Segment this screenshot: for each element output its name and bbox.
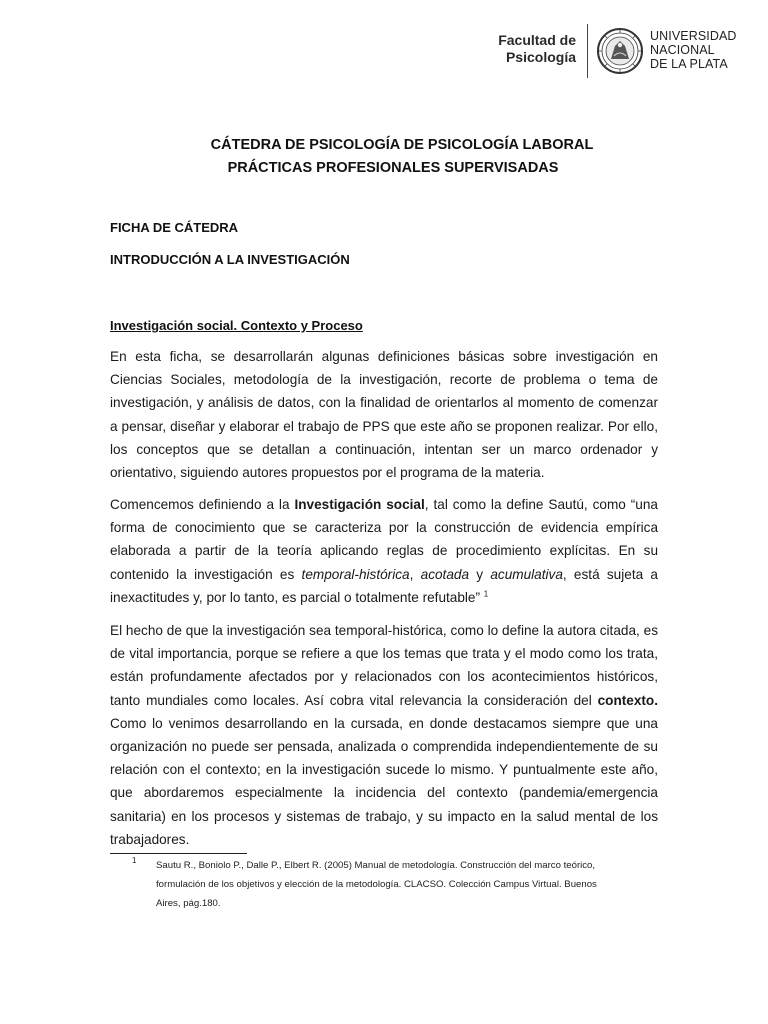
intro-heading: INTRODUCCIÓN A LA INVESTIGACIÓN xyxy=(110,252,350,267)
p3-term-contexto: contexto. xyxy=(597,692,658,708)
paragraph-3 xyxy=(110,619,658,851)
p2-term-temporal-historica: temporal-histórica xyxy=(301,566,410,582)
p2-term-acotada: acotada xyxy=(420,566,470,582)
document-title-line-1: CÁTEDRA DE PSICOLOGÍA DE PSICOLOGÍA LABORAL xyxy=(210,137,594,153)
university-line-1: UNIVERSIDAD xyxy=(650,29,737,43)
footnote-reference: 1 xyxy=(483,589,489,599)
p3-text-a: El hecho de que la investigación sea temporal-histórica, como lo define la autora citada, es de vital importancia, porque se refiere a que los temas que trata y el modo como los trata, están profundamente afectados por y relacionados con los acontecimientos históricos, tanto mundiales como locales. Así cobra vital relevancia la consideración del xyxy=(110,623,658,708)
faculty-line-2: Psicología xyxy=(505,49,576,65)
footnote-separator xyxy=(110,853,247,854)
section-heading: Investigación social. Contexto y Proceso xyxy=(110,318,363,333)
p2-term-investigacion-social: Investigación social xyxy=(294,497,425,512)
p2-text-i: , está sujeta a inexactitudes y, por lo tanto, es parcial o totalmente refutable” xyxy=(110,566,658,605)
footnote-text: Sautu R., Boniolo P., Dalle P., Elbert R. (2005) Manual de metodología. Construcción del marco teórico, formulación de los objetivos y elección de la metodología. CLACSO. Colección Campus Virtual. Buenos Aires, pág.180. xyxy=(156,860,597,909)
p2-text-e: , xyxy=(409,566,421,582)
faculty-line-1: Facultad de xyxy=(498,32,576,48)
university-line-2: NACIONAL xyxy=(650,43,715,57)
paragraph-2 xyxy=(110,493,658,609)
p2-text-a: Comencemos definiendo a la xyxy=(110,497,295,512)
university-line-3: DE LA PLATA xyxy=(650,57,728,71)
faculty-logo-text xyxy=(470,32,576,66)
logo-divider xyxy=(587,24,588,78)
university-logo-text xyxy=(650,29,760,71)
p2-term-acumulativa: acumulativa xyxy=(490,566,563,582)
p3-text-c: Como lo venimos desarrollando en la cursada, en donde destacamos siempre que una organización no puede ser pensada, analizada o comprendida independientemente de su relación con el contexto; en la investigación sucede lo mismo. Y puntualmente este año, que abordaremos especialmente la incidencia del contexto (pandemia/emergencia sanitaria) en los procesos y sistemas de trabajo, y su impacto en la salud mental de los trabajadores. xyxy=(110,715,658,847)
paragraph-1-text: En esta ficha, se desarrollarán algunas definiciones básicas sobre investigación en Ciencias Sociales, metodología de la investigación, recorte de problema o tema de investigación, y análisis de datos, con la finalidad de orientarlos al momento de comenzar a pensar, diseñar y elaborar el trabajo de PPS que este año se proponen realizar. Por ello, los conceptos que se detallan a continuación, intentan ser un marco ordenador y orientativo, siguiendo autores propuestos por el programa de la materia. xyxy=(110,349,658,481)
p2-text-g: y xyxy=(469,566,491,582)
university-seal-icon xyxy=(596,26,644,76)
ficha-heading: FICHA DE CÁTEDRA xyxy=(110,220,239,235)
footnote-mark: 1 xyxy=(132,856,137,865)
paragraph-1 xyxy=(110,345,658,484)
document-title-line-2: PRÁCTICAS PROFESIONALES SUPERVISADAS xyxy=(227,160,559,176)
p2-text-c: , tal como la define Sautú, como “una forma de conocimiento que se caracteriza por la construcción de evidencia empírica elaborada a partir de la teoría aplicando reglas de procedimiento explícitas. En su contenido la investigación es xyxy=(110,497,658,582)
